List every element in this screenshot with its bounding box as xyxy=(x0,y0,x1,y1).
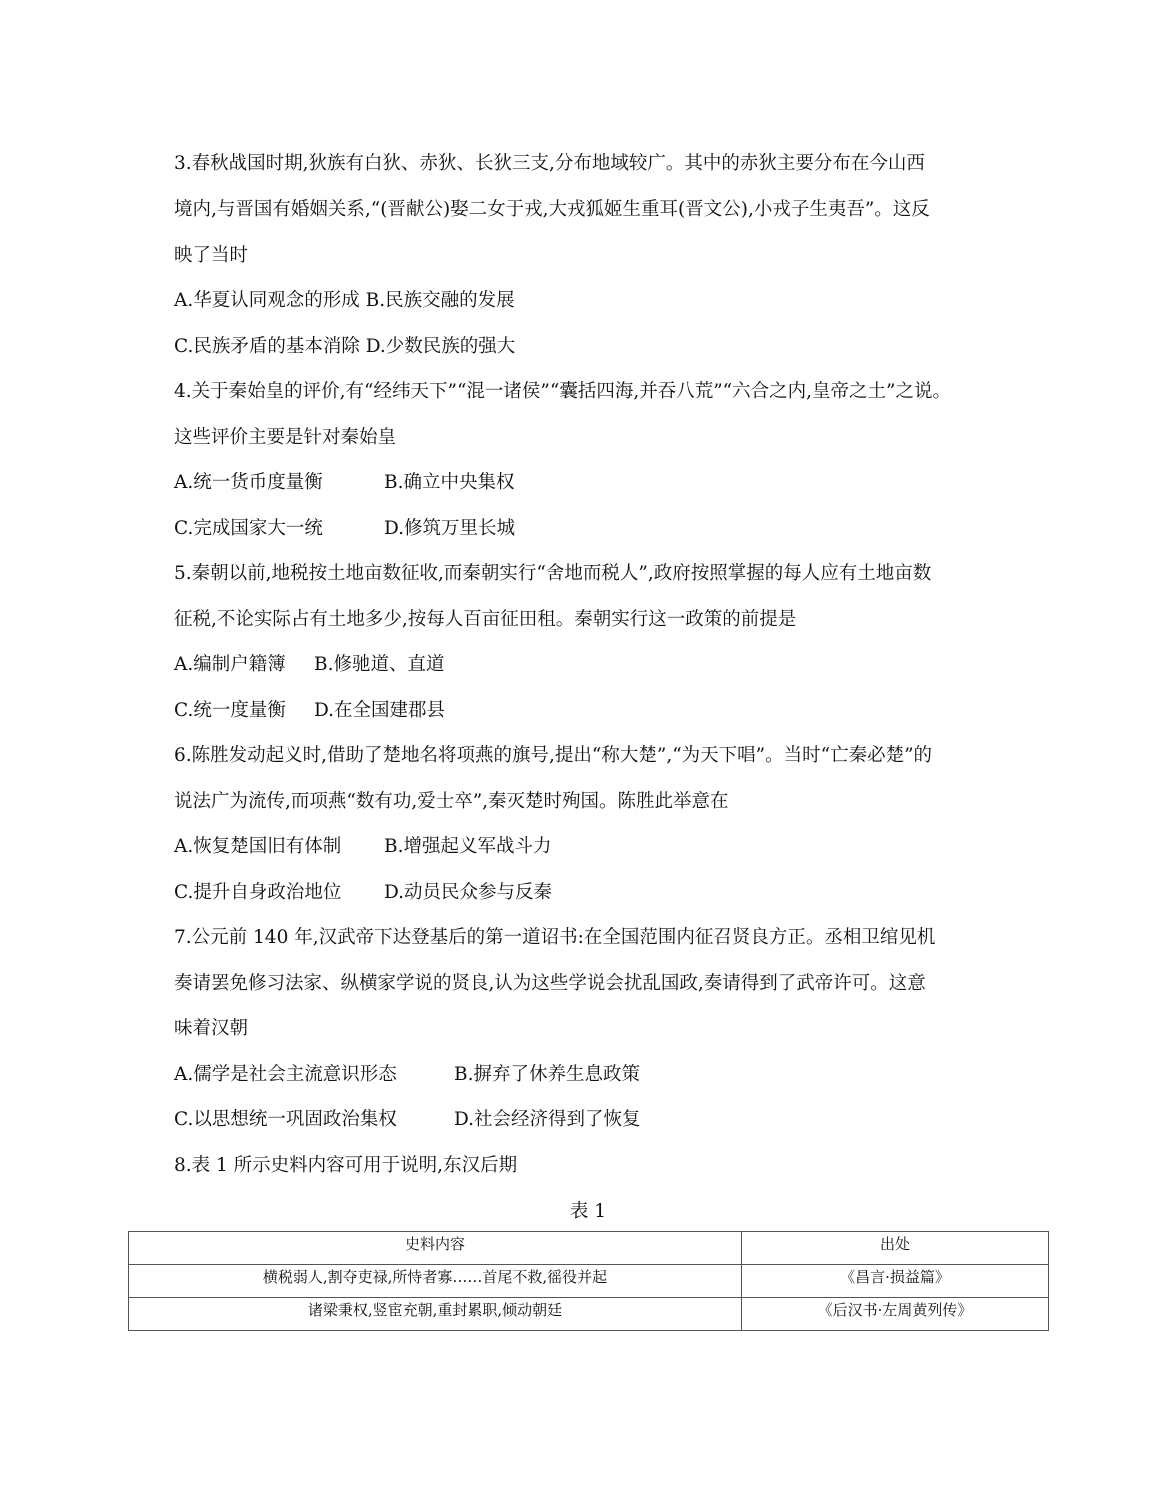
q8-stem-line-1: 8.表 1 所示史料内容可用于说明,东汉后期 xyxy=(174,1155,518,1176)
table-cell-source: 《昌言·损益篇》 xyxy=(742,1265,1049,1298)
q3-stem-line-1: 3.春秋战国时期,狄族有白狄、赤狄、长狄三支,分布地域较广。其中的赤狄主要分布在今山西 xyxy=(174,153,925,174)
table-row xyxy=(129,1298,1049,1331)
q6-option-c: C.提升自身政治地位 xyxy=(174,882,342,903)
q3-options-row-1: A.华夏认同观念的形成 B.民族交融的发展 xyxy=(174,290,515,311)
table-caption: 表 1 xyxy=(569,1201,607,1222)
table-header-source: 出处 xyxy=(742,1232,1049,1265)
q3-stem-line-2: 境内,与晋国有婚姻关系,“(晋献公)娶二女于戎,大戎狐姬生重耳(晋文公),小戎子生夷吾”。这反 xyxy=(174,199,930,220)
source-table xyxy=(128,1231,1049,1331)
q7-stem-line-1: 7.公元前 140 年,汉武帝下达登基后的第一道诏书:在全国范围内征召贤良方正。丞相卫绾见机 xyxy=(174,927,936,948)
table-header-content: 史料内容 xyxy=(129,1232,742,1265)
table-cell-content: 诸梁秉权,竖宦充朝,重封累职,倾动朝廷 xyxy=(129,1298,742,1331)
q4-option-a: A.统一货币度量衡 xyxy=(174,472,323,493)
q7-option-d: D.社会经济得到了恢复 xyxy=(454,1109,641,1130)
q7-stem-line-3: 味着汉朝 xyxy=(174,1018,249,1039)
q3-options-row-2: C.民族矛盾的基本消除 D.少数民族的强大 xyxy=(174,336,516,357)
q6-stem-line-1: 6.陈胜发动起义时,借助了楚地名将项燕的旗号,提出“称大楚”,“为天下唱”。当时“亡秦必楚”的 xyxy=(174,745,933,766)
q3-stem-line-3: 映了当时 xyxy=(174,245,249,266)
q6-stem-line-2: 说法广为流传,而项燕“数有功,爱士卒”,秦灭楚时殉国。陈胜此举意在 xyxy=(174,791,729,812)
q7-stem-line-2: 奏请罢免修习法家、纵横家学说的贤良,认为这些学说会扰乱国政,奏请得到了武帝许可。这意 xyxy=(174,973,926,994)
q7-option-a: A.儒学是社会主流意识形态 xyxy=(174,1064,397,1085)
table-row xyxy=(129,1265,1049,1298)
q5-stem-line-1: 5.秦朝以前,地税按土地亩数征收,而秦朝实行“舍地而税人”,政府按照掌握的每人应有土地亩数 xyxy=(174,563,932,584)
q7-option-c: C.以思想统一巩固政治集权 xyxy=(174,1109,397,1130)
q4-option-d: D.修筑万里长城 xyxy=(384,518,516,539)
q5-option-b: B.修驰道、直道 xyxy=(314,654,445,675)
q6-option-b: B.增强起义军战斗力 xyxy=(384,836,552,857)
q5-stem-line-2: 征税,不论实际占有土地多少,按每人百亩征田租。秦朝实行这一政策的前提是 xyxy=(174,609,797,630)
q6-option-a: A.恢复楚国旧有体制 xyxy=(174,836,342,857)
q6-option-d: D.动员民众参与反秦 xyxy=(384,882,553,903)
q4-stem-line-2: 这些评价主要是针对秦始皇 xyxy=(174,427,397,448)
q4-stem-line-1: 4.关于秦始皇的评价,有“经纬天下”“混一诸侯”“囊括四海,并吞八荒”“六合之内,皇帝之土”之说。 xyxy=(174,381,951,402)
table-cell-content: 横税弱人,割夺吏禄,所恃者寡……首尾不救,徭役并起 xyxy=(129,1265,742,1298)
table-header-row xyxy=(129,1232,1049,1265)
q5-option-d: D.在全国建郡县 xyxy=(314,700,446,721)
q7-option-b: B.摒弃了休养生息政策 xyxy=(454,1064,640,1085)
q5-option-c: C.统一度量衡 xyxy=(174,700,286,721)
q4-option-b: B.确立中央集权 xyxy=(384,472,515,493)
table-cell-source: 《后汉书·左周黄列传》 xyxy=(742,1298,1049,1331)
q5-option-a: A.编制户籍簿 xyxy=(174,654,286,675)
q4-option-c: C.完成国家大一统 xyxy=(174,518,323,539)
